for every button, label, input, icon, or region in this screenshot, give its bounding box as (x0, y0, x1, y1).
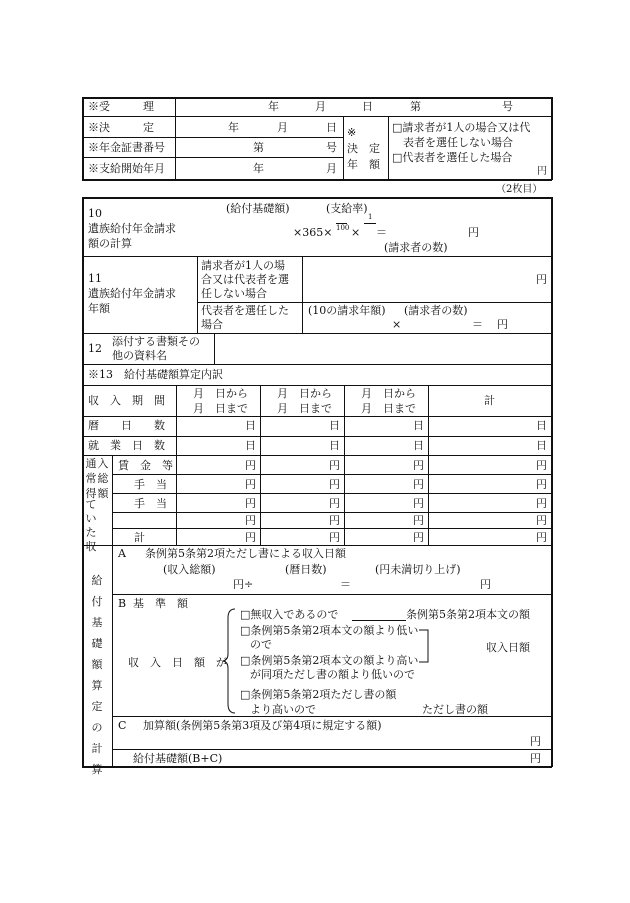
a-title: 条例第5条第2項ただし書による収入日額 (145, 547, 346, 560)
s11-rep-1: 代表者を選任した (201, 304, 289, 317)
s11-label-2: 年額 (88, 302, 110, 315)
page-note: （2枚目） (496, 184, 543, 195)
opt-no-income-line (352, 620, 406, 621)
s10-label-2: 額の計算 (88, 237, 132, 250)
decision-year: 年 (228, 121, 239, 134)
top-yen: 円 (537, 166, 547, 177)
option-single-claimant: □請求者が1人の場合又は代 (392, 121, 531, 134)
unit-yen: 円 (413, 497, 424, 510)
receipt-year: 年 (268, 100, 279, 113)
col1-to: 月 日まで (193, 402, 248, 415)
subtotal-label: 計 (134, 531, 145, 544)
income-period-header: 収 入 期 間 (88, 394, 165, 407)
decision-label: ※決 定 (88, 121, 154, 134)
unit-day: 日 (245, 439, 256, 452)
s11-times: × (392, 318, 402, 331)
c-title: 加算額(条例第5条第3項及び第4項に規定する額) (143, 719, 382, 732)
b-title: 基 準 額 (133, 597, 188, 610)
opt-higher-2: が同項ただし書の額より低いので (250, 668, 415, 681)
s10-one-bar (364, 223, 376, 224)
s10-yen: 円 (468, 226, 479, 239)
col1-from: 月 日から (193, 387, 248, 400)
unit-day: 日 (536, 439, 547, 452)
start-year: 年 (253, 162, 264, 175)
wage-label: 賃 金 等 (118, 459, 173, 472)
opt-above-proviso: □条例第5条第2項ただし書の額 (240, 688, 397, 701)
s11-eq: ＝ (472, 318, 483, 331)
unit-yen: 円 (413, 478, 424, 491)
unit-yen: 円 (536, 478, 547, 491)
working-days-label: 就 業 日 数 (88, 439, 165, 452)
unit-day: 日 (245, 419, 256, 432)
receipt-month: 月 (315, 100, 326, 113)
option-single-claimant-2: 表者を選任しない場合 (403, 136, 513, 149)
receipt-go: 号 (502, 100, 513, 113)
daily-income-result: 収入日額 (486, 641, 530, 654)
s10-frac-100: 100 (336, 224, 350, 232)
s10-base-amount: (給付基礎額) (226, 202, 290, 215)
s11-single-1: 請求者が1人の場 (201, 259, 285, 272)
s11-num: 11 (88, 272, 102, 285)
unit-yen: 円 (245, 497, 256, 510)
start-month-label: ※支給開始年月 (88, 162, 165, 175)
s10-rate: (支給率) (326, 202, 368, 215)
unit-yen: 円 (536, 514, 547, 527)
b-daily-income-label: 収 入 日 額 が (128, 656, 227, 669)
unit-yen: 円 (413, 459, 424, 472)
col3-from: 月 日から (361, 387, 416, 400)
option-representative: □代表者を選任した場合 (392, 151, 513, 164)
s10-one: 1 (368, 213, 373, 221)
s10-times: × (351, 226, 361, 239)
s11-h10: (10の請求年額) (308, 304, 386, 317)
unit-day: 日 (329, 439, 340, 452)
unit-yen: 円 (329, 531, 340, 544)
a-letter: A (118, 547, 126, 560)
receipt-day: 日 (362, 100, 373, 113)
s11-single-2: 合又は代表者を選 (201, 273, 289, 286)
cert-go: 号 (326, 141, 337, 154)
start-month: 月 (326, 162, 337, 175)
a-yen: 円 (480, 578, 491, 591)
s11-yen: 円 (536, 273, 547, 286)
cert-dai: 第 (253, 141, 264, 154)
opt-proviso-amount: ただし書の額 (422, 703, 488, 716)
unit-day: 日 (413, 439, 424, 452)
s10-eq: ＝ (376, 226, 387, 239)
usual-income-label-b: 入総額 (97, 457, 109, 500)
unit-yen: 円 (329, 459, 340, 472)
unit-yen: 円 (329, 497, 340, 510)
a-total-income: (収入総額) (163, 563, 216, 576)
calc-vertical-label: 給付基礎額算定の計算 (91, 574, 103, 776)
s10-frac-bar (336, 223, 347, 224)
benefit-base-sum-yen: 円 (530, 752, 541, 765)
opt-lower: □条例第5条第2項本文の額より低い (240, 624, 419, 637)
col2-to: 月 日まで (277, 402, 332, 415)
unit-yen: 円 (536, 459, 547, 472)
s10-label-1: 遺族給付年金請求 (88, 222, 176, 235)
unit-yen: 円 (536, 497, 547, 510)
decision-month: 月 (277, 121, 288, 134)
s12-label-2: 他の資料名 (112, 349, 167, 362)
total-header: 計 (484, 394, 495, 407)
s12-num: 12 (88, 342, 102, 355)
c-yen: 円 (530, 735, 541, 748)
unit-yen: 円 (329, 514, 340, 527)
opt-no-income: □無収入であるので (240, 608, 339, 621)
opt-lower-2: ので (250, 638, 272, 651)
unit-yen: 円 (536, 531, 547, 544)
a-calendar-days: (暦日数) (285, 563, 327, 576)
b-letter: B (118, 597, 127, 610)
decision-day: 日 (326, 121, 337, 134)
opt-no-income-main: 条例第5条第2項本文の額 (406, 608, 530, 621)
unit-yen: 円 (245, 514, 256, 527)
s11-single-3: 任しない場合 (201, 287, 267, 300)
cert-number-label: ※年金証書番号 (88, 141, 165, 154)
unit-day: 日 (536, 419, 547, 432)
s13-title: ※13 給付基礎額算定内訳 (88, 368, 223, 381)
a-yen-div: 円÷ (233, 578, 254, 591)
calendar-days-label: 暦 日 数 (88, 419, 165, 432)
col2-from: 月 日から (277, 387, 332, 400)
unit-day: 日 (413, 419, 424, 432)
unit-yen: 円 (329, 478, 340, 491)
unit-yen: 円 (413, 514, 424, 527)
c-letter: C (118, 719, 127, 732)
opt-above-proviso-2: より高いので (250, 703, 316, 716)
s10-formula: ×365× (293, 226, 333, 239)
s12-label-1: 添付する書類その (112, 335, 200, 348)
unit-yen: 円 (413, 531, 424, 544)
receipt-label: ※受 理 (88, 100, 154, 113)
usual-income-label-a: 通常得 (85, 457, 97, 500)
unit-yen: 円 (245, 531, 256, 544)
opt-higher: □条例第5条第2項本文の額より高い (240, 654, 419, 667)
a-eq: ＝ (340, 578, 351, 591)
benefit-base-sum-label: 給付基礎額(B+C) (133, 752, 223, 765)
s11-hcount: (請求者の数) (404, 304, 468, 317)
allowance-2-label: 手 当 (134, 497, 167, 510)
unit-yen: 円 (245, 459, 256, 472)
allowance-1-label: 手 当 (134, 478, 167, 491)
annual-amount-label: 年 額 (347, 158, 380, 171)
usual-income-label-c: ていた収 (85, 498, 97, 553)
left-brace (222, 608, 236, 714)
kome-mark: ※ (347, 126, 357, 139)
right-bracket (418, 626, 430, 666)
receipt-dai: 第 (410, 100, 421, 113)
s11-rep-2: 場合 (201, 318, 223, 331)
s11-yen2: 円 (497, 318, 508, 331)
decision-label-2: 決 定 (347, 142, 380, 155)
s10-num: 10 (88, 207, 102, 220)
a-roundup: (円未満切り上げ) (375, 563, 461, 576)
s11-label-1: 遺族給付年金請求 (88, 287, 176, 300)
col3-to: 月 日まで (361, 402, 416, 415)
unit-day: 日 (329, 419, 340, 432)
s10-claimant-count: (請求者の数) (384, 241, 448, 254)
unit-yen: 円 (245, 478, 256, 491)
